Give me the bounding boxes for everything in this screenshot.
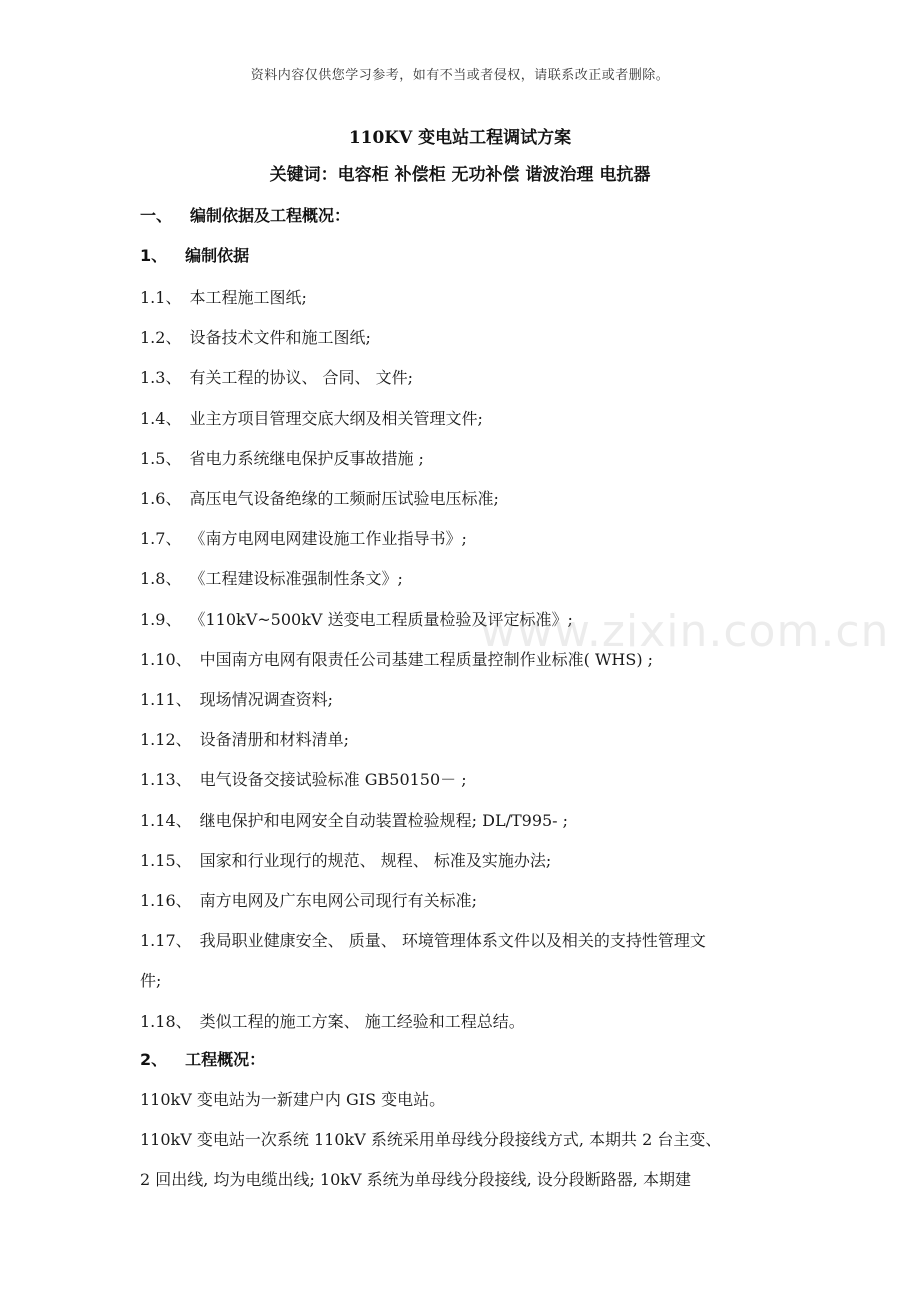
list-item — [140, 325, 800, 348]
list-item-text: 类似工程的施工方案、 施工经验和工程总结。 — [199, 1012, 525, 1031]
list-item-text: 《南方电网电网建设施工作业指导书》; — [189, 529, 467, 548]
list-item-number: 1.2、 — [140, 328, 182, 347]
list-item-number: 1.5、 — [140, 449, 182, 468]
list-item-text: 件; — [140, 971, 162, 990]
list-item-number: 1.14、 — [140, 811, 192, 830]
subsection-number: 2、 — [140, 1050, 168, 1069]
list-item — [140, 486, 800, 509]
list-item — [140, 526, 800, 549]
list-item — [140, 406, 800, 429]
list-item-text: 有关工程的协议、 合同、 文件; — [189, 368, 414, 387]
section-label: 编制依据及工程概况： — [190, 206, 351, 225]
list-item-number: 1.4、 — [140, 409, 182, 428]
subsection-heading-1 — [140, 243, 249, 266]
list-item-number: 1.1、 — [140, 288, 182, 307]
list-item-number: 1.9、 — [140, 610, 182, 629]
list-item-number: 1.3、 — [140, 368, 182, 387]
list-item-text: 《110kV~500kV 送变电工程质量检验及评定标准》; — [189, 610, 573, 629]
overview-paragraph-line: 110kV 变电站一次系统 110kV 系统采用单母线分段接线方式, 本期共 2 台主变、 — [140, 1130, 722, 1149]
list-item-number: 1.18、 — [140, 1012, 192, 1031]
list-item — [140, 566, 800, 589]
list-item-number: 1.12、 — [140, 730, 192, 749]
overview-paragraph-line: 2 回出线, 均为电缆出线; 10kV 系统为单母线分段接线, 设分段断路器, 本期建 — [140, 1170, 691, 1189]
list-item-number: 1.6、 — [140, 489, 182, 508]
list-item-text: 高压电气设备绝缘的工频耐压试验电压标准; — [189, 489, 499, 508]
list-item-text: 中国南方电网有限责任公司基建工程质量控制作业标准( WHS) ; — [199, 650, 654, 669]
list-item-text: 电气设备交接试验标准 GB50150－ ; — [199, 770, 467, 789]
section-number: 一、 — [140, 206, 173, 225]
overview-paragraph-line: 110kV 变电站为一新建户内 GIS 变电站。 — [140, 1090, 446, 1109]
list-item-text: 继电保护和电网安全自动装置检验规程; DL/T995- ; — [199, 811, 569, 830]
list-item-number: 1.16、 — [140, 891, 192, 910]
list-item — [140, 687, 800, 710]
list-item-text: 我局职业健康安全、 质量、 环境管理体系文件以及相关的支持性管理文 — [199, 931, 706, 950]
list-item — [140, 968, 800, 991]
list-item — [140, 767, 800, 790]
list-item-text: 设备清册和材料清单; — [199, 730, 350, 749]
subsection-label: 工程概况： — [185, 1050, 266, 1069]
subsection-heading-2 — [140, 1047, 265, 1070]
document-title: 110KV 变电站工程调试方案 — [348, 128, 572, 148]
subsection-number: 1、 — [140, 246, 168, 265]
list-item-text: 省电力系统继电保护反事故措施 ; — [189, 449, 424, 468]
list-item-text: 南方电网及广东电网公司现行有关标准; — [199, 891, 478, 910]
list-item — [140, 888, 800, 911]
list-item — [140, 365, 800, 388]
list-item — [140, 928, 800, 951]
list-item — [140, 1009, 800, 1032]
list-item-text: 业主方项目管理交底大纲及相关管理文件; — [189, 409, 483, 428]
list-item-number: 1.10、 — [140, 650, 192, 669]
list-item — [140, 808, 800, 831]
list-item-text: 现场情况调查资料; — [199, 690, 334, 709]
section-heading-1 — [140, 203, 350, 226]
list-item-text: 《工程建设标准强制性条文》; — [189, 569, 403, 588]
list-item-number: 1.15、 — [140, 851, 192, 870]
list-item-number: 1.11、 — [140, 690, 192, 709]
list-item-text: 本工程施工图纸; — [189, 288, 307, 307]
list-item-number: 1.8、 — [140, 569, 182, 588]
list-item-text: 国家和行业现行的规范、 规程、 标准及实施办法; — [199, 851, 552, 870]
list-item-number: 1.7、 — [140, 529, 182, 548]
list-item-text: 设备技术文件和施工图纸; — [189, 328, 371, 347]
subsection-label: 编制依据 — [185, 246, 250, 265]
list-item — [140, 848, 800, 871]
keywords-line: 关键词：电容柜 补偿柜 无功补偿 谐波治理 电抗器 — [269, 165, 651, 185]
list-item — [140, 446, 800, 469]
watermark: www.zixin.com.cn — [480, 606, 890, 657]
list-item — [140, 285, 800, 308]
disclaimer-text: 资料内容仅供您学习参考，如有不当或者侵权，请联系改正或者删除。 — [250, 68, 670, 83]
list-item-number: 1.13、 — [140, 770, 192, 789]
list-item — [140, 727, 800, 750]
list-item-number: 1.17、 — [140, 931, 192, 950]
